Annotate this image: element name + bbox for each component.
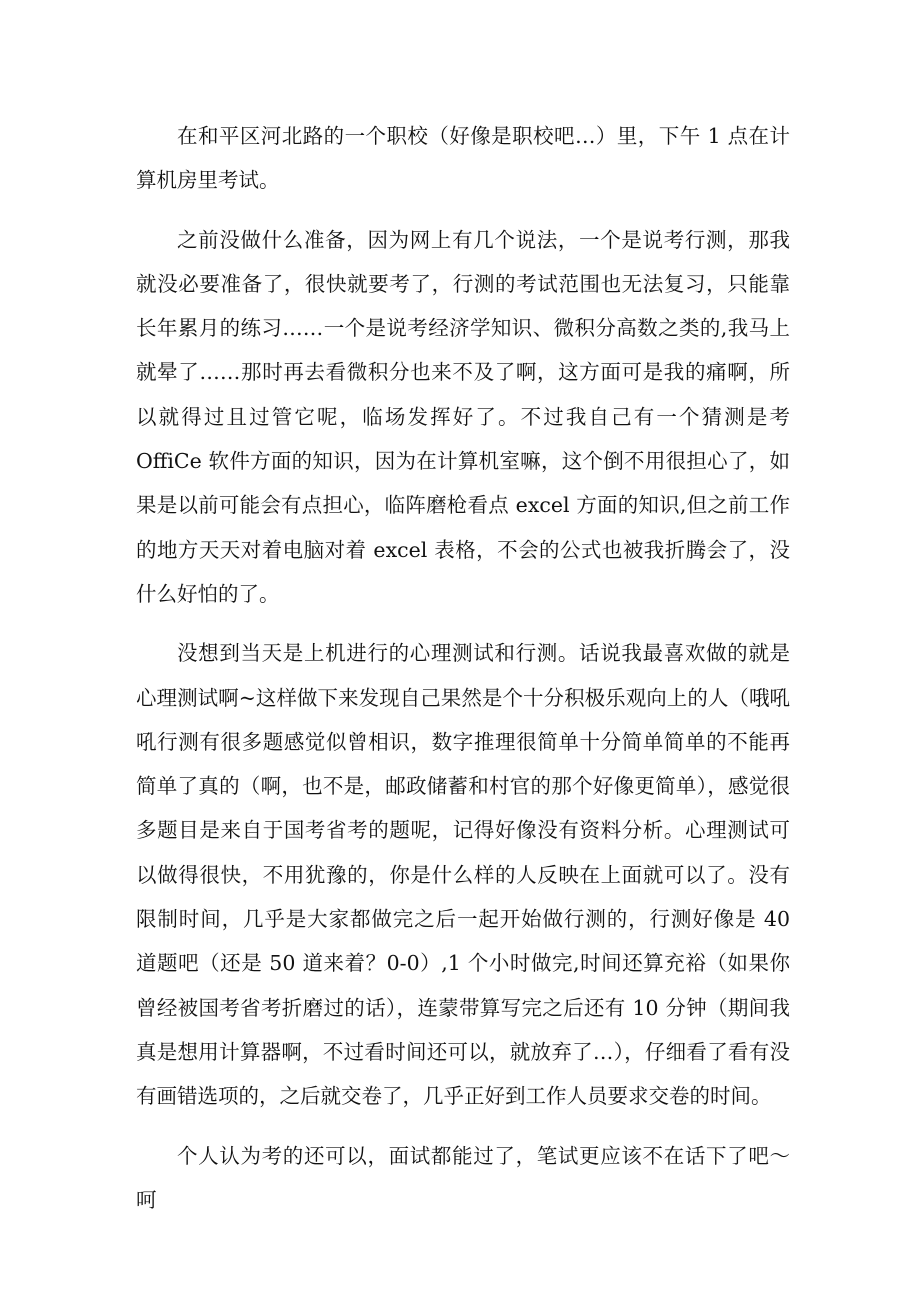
paragraph-3: 没想到当天是上机进行的心理测试和行测。话说我最喜欢做的就是心理测试啊~这样做下来发现自己果然是个十分积极乐观向上的人（哦吼吼行测有很多题感觉似曾相识，数字推理很简单十分简单简单的不能再简单了真的（啊，也不是，邮政储蓄和村官的那个好像更简单），感觉很多题目是来自于国考省考的题呢，记得好像没有资料分析。心理测试可以做得很快，不用犹豫的，你是什么样的人反映在上面就可以了。没有限制时间，几乎是大家都做完之后一起开始做行测的，行测好像是 40 道题吧（还是 50 道来着？0-0）,1 个小时做完,时间还算充裕（如果你曾经被国考省考折磨过的话），连蒙带算写完之后还有 10 分钟（期间我真是想用计算器啊，不过看时间还可以，就放弃了…），仔细看了看有没有画错选项的，之后就交卷了，几乎正好到工作人员要求交卷的时间。 [136, 641, 790, 1109]
document-body [136, 114, 790, 1237]
paragraph-2: 之前没做什么准备，因为网上有几个说法，一个是说考行测，那我就没必要准备了，很快就要考了，行测的考试范围也无法复习，只能靠长年累月的练习……一个是说考经济学知识、微积分高数之类的,我马上就晕了……那时再去看微积分也来不及了啊，这方面可是我的痛啊，所以就得过且过管它呢，临场发挥好了。不过我自己有一个猜测是考 OffiCe 软件方面的知识，因为在计算机室嘛，这个倒不用很担心了，如果是以前可能会有点担心，临阵磨枪看点 excel 方面的知识,但之前工作的地方天天对着电脑对着 excel 表格，不会的公式也被我折腾会了，没什么好怕的了。 [136, 227, 790, 606]
paragraph-1: 在和平区河北路的一个职校（好像是职校吧…）里，下午 1 点在计算机房里考试。 [136, 124, 790, 193]
paragraph-4: 个人认为考的还可以，面试都能过了，笔试更应该不在话下了吧～呵 [136, 1143, 790, 1212]
